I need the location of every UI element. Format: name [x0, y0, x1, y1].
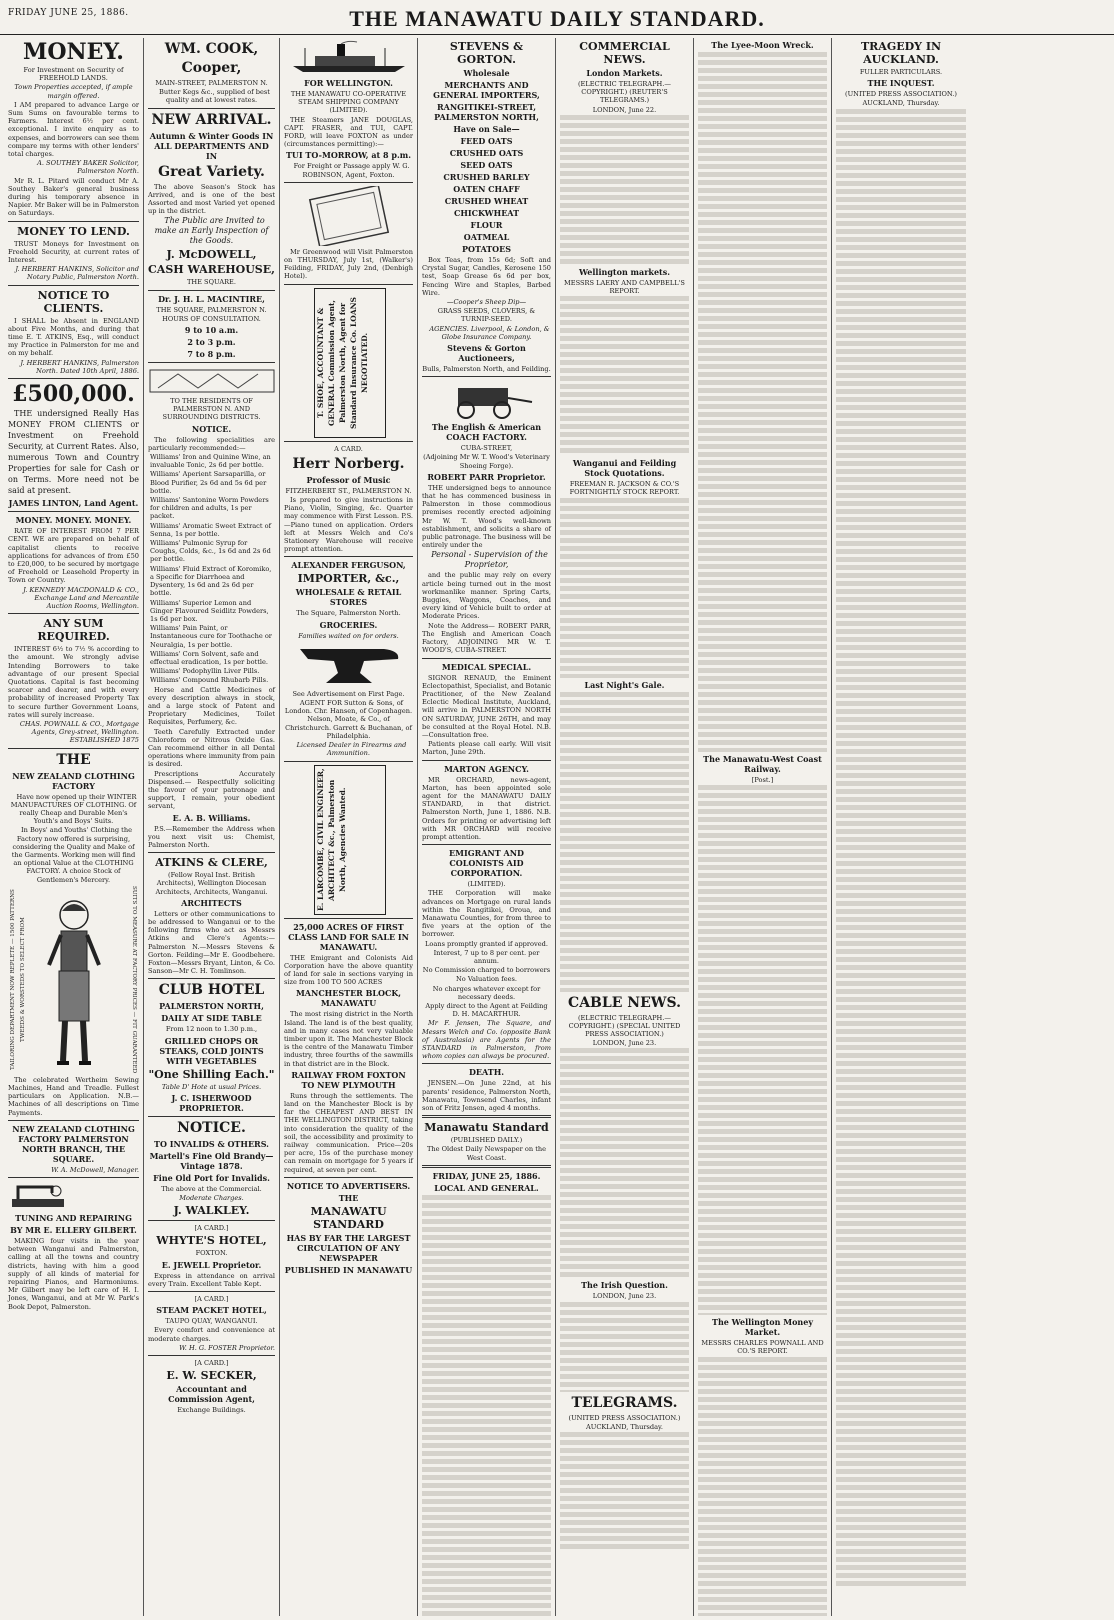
divider	[148, 1220, 275, 1221]
telegrams-place: AUCKLAND, Thursday.	[586, 1422, 663, 1431]
alex-licensed: Licensed Dealer in Firearms and Ammunition.	[296, 741, 407, 758]
london-date: LONDON, June 22.	[592, 105, 657, 114]
money-market-sub: MESSRS CHARLES POWNALL AND CO.'S REPORT.	[701, 1339, 824, 1356]
divider	[148, 362, 275, 363]
comm-title: COMMERCIAL NEWS.	[579, 40, 670, 66]
wanganui-sub: FREEMAN R. JACKSON & CO.'S FORTNIGHTLY STOCK REPORT.	[569, 480, 680, 497]
invalids: TO INVALIDS & OTHERS.	[154, 1138, 269, 1149]
coach-body: THE undersigned begs to announce that he has commenced business in Palmerston in those commodious premises recently erected adjoining Mr W. T. Wood's well-known establishment, and solicits a share of public patronage. The business will be entirely under the	[422, 483, 551, 550]
standard-oldest: The Oldest Daily Newspaper on the West Coast.	[427, 1145, 546, 1162]
divider	[284, 1177, 413, 1178]
arrival-big: Great Variety.	[158, 163, 265, 180]
railway: RAILWAY FROM FOXTON TO NEW PLYMOUTH	[291, 1069, 406, 1090]
arrival-invite: The Public are Invited to make an Early Inspection of the Goods.	[154, 216, 269, 246]
whyte-card: [A CARD.]	[194, 1224, 229, 1233]
vertical-card-2-wrap	[284, 765, 413, 915]
nz-illustration-block	[8, 885, 139, 1075]
nz-side-left: TAILORING DEPARTMENT NOW REPLETE — 1500 PATTERNS TWEEDS & WORSTEDS TO SELECT FROM	[10, 889, 26, 1071]
money-sub: For Investment on Security of FREEHOLD LANDS.	[23, 66, 124, 83]
sg-item: CRUSHED OATS	[449, 148, 524, 158]
post: [Post.]	[751, 776, 774, 784]
port: Fine Old Port for Invalids.	[153, 1172, 270, 1183]
sum-sig: JAMES LINTON, Land Agent.	[8, 498, 139, 509]
emig-no3: No charges whatever except for necessary deeds.	[432, 984, 541, 1001]
herr-body: Is prepared to give instructions in Piano, Violin, Singing, &c. Quarter may commence with First Lesson. P.S.—Piano tuned on application. Orders left at Messrs Welch and Co's Stationery Warehouse will receive prompt attention.	[284, 496, 413, 554]
steam-addr: TAUPO QUAY, WANGANUI.	[165, 1317, 258, 1326]
sg-item: SEED OATS	[460, 160, 513, 170]
sg-agencies: AGENCIES. Liverpool, & London, & Globe Insurance Company.	[429, 324, 550, 341]
williams-item: Williams' Aperient Sarsaparilla, or Blood Purifier, 2s 6d and 5s 6d per bottle.	[150, 470, 267, 495]
notice-sig: J. HERBERT HANKINS, Palmerston North. Dated 10th April, 1886.	[20, 358, 139, 375]
death-title: DEATH.	[468, 1067, 505, 1078]
steamship-illustration	[285, 40, 413, 76]
local-title: LOCAL AND GENERAL.	[434, 1182, 539, 1193]
divider	[148, 108, 275, 109]
secker-name: E. W. SECKER,	[166, 1369, 257, 1383]
sg-trade: Wholesale	[463, 68, 510, 78]
mmm-title: MONEY. MONEY. MONEY.	[15, 515, 132, 526]
the: THE	[338, 1192, 359, 1203]
money-market-title: The Wellington Money Market.	[712, 1317, 813, 1338]
mcd-store: CASH WAREHOUSE,	[148, 263, 275, 277]
williams-item: Williams' Podophyllin Liver Pills.	[150, 667, 260, 676]
wellington-title: Wellington markets.	[578, 266, 671, 277]
nz-body2: In Boys' and Youths' Clothing the Factory now offered is surprising, considering the Quality and Make of the Garments. Working men will find an optional Value at the CLOTHING FACTORY. A choice Stock of Gentlemen's Mercery.	[11, 826, 136, 884]
pharmacy-banner-illustration	[148, 366, 276, 396]
wellington-sub: MESSRS LAERY AND CAMPBELL'S REPORT.	[564, 278, 685, 296]
notice-title: NOTICE.	[177, 1119, 246, 1136]
sg-addr: RANGITIKEI-STREET, PALMERSTON NORTH,	[434, 102, 539, 122]
lend-title: MONEY TO LEND.	[17, 224, 130, 238]
williams-intro: The following specialities are particularly recommended:—	[148, 435, 275, 452]
doc-name: Dr. J. H. L. MACINTIRE,	[158, 293, 265, 304]
acres-title: 25,000 ACRES OF FIRST CLASS LAND FOR SALE IN MANAWATU.	[288, 921, 409, 952]
cable-date: LONDON, June 23.	[592, 1039, 657, 1048]
alex-line: WHOLESALE & RETAIL STORES	[295, 587, 402, 608]
divider	[8, 221, 139, 222]
alex-name: ALEXANDER FERGUSON,	[291, 560, 406, 571]
cook-addr: MAIN-STREET, PALMERSTON N.	[155, 79, 268, 87]
williams-item: Williams' Compound Rhubarb Pills.	[150, 676, 269, 685]
marton-title: MARTON AGENCY.	[444, 763, 529, 774]
tuning-by: BY MR E. ELLERY GILBERT.	[10, 1225, 137, 1236]
club-menu: GRILLED CHOPS OR STEAKS, COLD JOINTS WITH VEGETABLES	[159, 1035, 264, 1066]
stamp-illustration	[294, 186, 404, 246]
filler-text	[560, 1302, 689, 1392]
emig-apply: Apply direct to the Agent at Feilding D. H. MACARTHUR.	[425, 1002, 548, 1019]
williams-sig: E. A. B. Williams.	[172, 812, 251, 823]
wreck-title: The Lyee-Moon Wreck.	[711, 40, 814, 50]
acres-body2: The most rising district in the North Island. The land is of the best quality, and in many cases not very valuable timber upon it. The Manchester Block is the centre of the Manawatu Timber industry, three fourths of the sawmills in that district are in the Block.	[284, 1010, 413, 1068]
filler-text	[560, 296, 689, 456]
filler-text	[836, 109, 966, 1589]
columns	[4, 38, 1110, 1616]
herr-trade: Professor of Music	[306, 474, 391, 485]
coach-title: The English & American COACH FACTORY.	[431, 422, 542, 443]
filler-text	[698, 1357, 827, 1616]
filler-text	[560, 498, 689, 678]
nz-body3: The celebrated Wertheim Sewing Machines, Hand and Treadle. Fullest particulars on Application. N.B.—Machines of all descriptions on Time Payments.	[8, 1075, 139, 1117]
mmm-body: RATE OF INTEREST FROM 7 PER CENT. WE are prepared on behalf of capitalist clients to receive applications for advances of from £50 to £20,000, to be secured by mortgage of Freehold or Leasehold Property in Town or Country.	[8, 527, 139, 585]
tragedy-place: AUCKLAND, Thursday.	[862, 99, 940, 108]
alex-see: See Advertisement on First Page.	[292, 689, 405, 698]
sg-name: STEVENS & GORTON.	[449, 40, 524, 66]
whyte-town: FOXTON.	[195, 1249, 228, 1258]
filler-text	[698, 52, 827, 752]
divider	[148, 1355, 275, 1356]
arrival-title: NEW ARRIVAL.	[151, 111, 272, 128]
anvil-illustration	[294, 643, 404, 687]
club-dhote: Table D' Hote at usual Prices.	[161, 1082, 262, 1091]
acres-body3: Runs through the settlements. The land on the Manchester Block is by far the CHEAPEST AND BEST IN THE WELLINGTON DISTRICT, taking into consideration the quality of the soil, the accessibility and proximity to railway communication. Price—20s per acre, 15s of the purchase money can remain on mortgage for 5 years if required, at seven per cent.	[284, 1091, 413, 1174]
above: The above at the Commercial.	[161, 1184, 262, 1193]
atkins-body: Letters or other communications to be addressed to Wanganui or to the following firms who act as Messrs Atkins and Clere's Agents:— Palmerston N.—Messrs Stevens & Gorton. Feilding—Mr E. Goodbehere. Foxton—Messrs Bryant, Linton, & Co. Sanson—Mr C. H. Tomlinson.	[148, 909, 275, 976]
club-title: CLUB HOTEL	[158, 982, 265, 999]
sg-item: POTATOES	[461, 244, 512, 254]
emig-no1: No Commission charged to borrowers	[422, 966, 551, 975]
nz-sig: W. A. McDowell, Manager.	[51, 1165, 139, 1174]
money-sub2: Town Properties accepted, if ample margin offered.	[14, 83, 133, 100]
divider	[8, 378, 139, 379]
sg-item: CRUSHED BARLEY	[443, 172, 530, 182]
sg-seeds: GRASS SEEDS, CLOVERS, & TURNIP-SEED.	[437, 307, 536, 324]
tragedy-title: TRAGEDY IN AUCKLAND.	[860, 40, 942, 66]
club-sub: PALMERSTON NORTH,	[159, 1001, 264, 1012]
emig-no2: No Valuation fees.	[455, 975, 517, 984]
alex-addr: The Square, Palmerston North.	[296, 609, 401, 618]
lend-body: TRUST Moneys for Investment on Freehold Security, at current rates of Interest.	[8, 239, 139, 265]
steam-body: Every comfort and convenience at moderate charges.	[148, 1326, 275, 1343]
nz-title: NEW ZEALAND CLOTHING FACTORY	[12, 770, 135, 791]
wanganui-title: Wanganui and Feilding Stock Quotations.	[572, 458, 677, 479]
alex-note: Families waited on for orders.	[298, 631, 399, 640]
divider	[422, 1165, 551, 1168]
masthead	[0, 0, 1114, 35]
masthead-date: FRIDAY JUNE 25, 1886.	[8, 8, 129, 18]
sg-item: CHICKWHEAT	[453, 208, 520, 218]
death-body: JENSEN.—On June 22nd, at his parents' residence, Palmerston North, Manawatu, Townsend Charles, infant son of Fritz Jensen, aged 4 months.	[422, 1079, 551, 1113]
moderate: Moderate Charges.	[179, 1194, 244, 1203]
standard-title: Manawatu Standard	[424, 1121, 549, 1135]
williams-horse: Horse and Cattle Medicines of every description always in stock, and a large stock of Patent and Proprietary Medicines, Toilet Requisites, Perfumery, &c.	[148, 685, 275, 727]
acres-block: MANCHESTER BLOCK, MANAWATU	[295, 988, 402, 1009]
filler-text	[560, 115, 689, 265]
sg-cooper: —Cooper's Sheep Dip—	[446, 298, 527, 307]
whyte-sig: E. JEWELL Proprietor.	[161, 1259, 262, 1270]
secker-trade: Accountant and Commission Agent,	[168, 1384, 255, 1405]
sum-req-sig: CHAS. POWNALL & CO., Mortgage Agents, Grey-street, Wellington. ESTABLISHED 1875	[19, 719, 139, 745]
gale-title: Last Night's Gale.	[584, 679, 665, 690]
doc-hours-title: HOURS OF CONSULTATION.	[162, 314, 261, 323]
williams-item: Williams' Corn Solvent, safe and effectual eradication, 1s per bottle.	[150, 649, 268, 666]
club-price: "One Shilling Each."	[148, 1067, 275, 1081]
tuning-body: MAKING four visits in the year between Wanganui and Palmerston, calling at all the towns and country districts, having with him a good supply of all kinds of material for repairing Pianos, and Harmoniums. Mr Gilbert may be left care of H. I. Jones, Wanganui, and at Mr W. Park's Book Depot, Palmerston.	[8, 1237, 139, 1311]
column-4	[418, 38, 556, 1616]
largest: HAS BY FAR THE LARGEST CIRCULATION OF ANY NEWSPAPER	[286, 1232, 411, 1263]
brandy: Martell's Fine Old Brandy— Vintage 1878.	[149, 1150, 274, 1171]
coach-adj: (Adjoining Mr W. T. Wood's Veterinary Shoeing Forge).	[423, 453, 550, 470]
sum-body: THE undersigned Really Has MONEY FROM CLIENTS or Investment on Freehold Security, at Current Rates. Also, numerous Town and Country Properties for sale for Cash or on Terms. More need not be said at present.	[8, 409, 139, 496]
coach-note: Note the Address— ROBERT PARR, The English and American Coach Factory, ADJOINING MR W. T. WOOD'S, CUBA-STREET.	[422, 621, 551, 655]
mcd-name: J. McDOWELL,	[166, 248, 257, 262]
steam-card: [A CARD.]	[194, 1295, 229, 1304]
cable-sub: (ELECTRIC TELEGRAPH.—COPYRIGHT.) (SPECIAL UNITED PRESS ASSOCIATION.)	[568, 1013, 681, 1039]
medical-title: MEDICAL SPECIAL.	[441, 661, 532, 672]
club-sig: J. C. ISHERWOOD PROPRIETOR.	[171, 1092, 252, 1113]
nz-the: THE	[56, 751, 91, 768]
money-sig: A. SOUTHEY BAKER Solicitor, Palmerston North.	[37, 159, 139, 176]
column-3	[280, 38, 418, 1616]
london-title: London Markets.	[586, 68, 663, 78]
doc-hours-2: 2 to 3 p.m.	[187, 337, 236, 348]
alex-agent: AGENT FOR Sutton & Sons, of London. Chr. Hansen, of Copenhagen. Nelson, Moate, & Co., of Christchurch. Garrett & Buchanan, of Philadelphia.	[284, 699, 413, 740]
divider	[148, 290, 275, 291]
greenwood: Mr Greenwood will Visit Palmerston on THURSDAY, July 1st, (Walker's) Feilding, FRIDAY, July 2nd, (Denbigh Hotel).	[284, 247, 413, 281]
well-co: THE MANAWATU CO-OPERATIVE STEAM SHIPPING COMPANY (LIMITED).	[290, 90, 407, 115]
emig-note: Mr F. Jensen, The Square, and Messrs Welch and Co. (opposite Bank of Australasia) are Agents for the STANDARD in Palmerston, from whom copies can always be procured.	[422, 1019, 551, 1061]
filler-text	[560, 692, 689, 992]
mcd-addr: THE SQUARE.	[187, 278, 236, 287]
coach-illustration	[432, 380, 542, 420]
williams-item: Williams' Pain Paint, or Instantaneous cure for Toothache or Neuralgia, 1s per bottle.	[150, 624, 272, 649]
emig-interest: Interest, 7 up to 8 per cent. per annum.	[433, 948, 540, 965]
notice-adv: NOTICE TO ADVERTISERS.	[286, 1180, 411, 1191]
sum-req-title: ANY SUM REQUIRED.	[37, 617, 110, 644]
published: PUBLISHED IN MANAWATU	[284, 1264, 413, 1275]
acres-body: THE Emigrant and Colonists Aid Corporation have the above quantity of land for sale in sections varying in size from 100 TO 500 ACRES	[284, 953, 413, 987]
nz-branch: NEW ZEALAND CLOTHING FACTORY PALMERSTON NORTH BRANCH, THE SQUARE.	[12, 1123, 135, 1164]
williams-ps: P.S.—Remember the Address when you next visit us: Chemist, Palmerston North.	[148, 824, 275, 849]
marton-body: MR ORCHARD, news-agent, Marton, has been appointed sole agent for the MANAWATU DAILY STANDARD, in that district. Palmerston North, June 1, 1886. N.B. Orders for printing or advertising left with MR ORCHARD will receive prompt attention.	[422, 775, 551, 841]
williams-item: Williams' Fluid Extract of Koromiko, a Specific for Diarrhoea and Dysentery, 1s 6d and 2s 6d per bottle.	[150, 564, 272, 598]
railway-title: The Manawatu-West Coast Railway.	[703, 754, 822, 774]
tragedy-press: (UNITED PRESS ASSOCIATION.)	[845, 90, 957, 99]
cable-title: CABLE NEWS.	[568, 994, 681, 1011]
sg-item: OATEN CHAFF	[453, 184, 520, 194]
williams-presc: Prescriptions Accurately Dispensed.— Respectfully soliciting the favour of your patronage and support, I remain, your obedient servant,	[148, 769, 275, 811]
doc-hours-1: 9 to 10 a.m.	[184, 325, 239, 336]
club-hours: From 12 noon to 1.30 p.m.,	[165, 1025, 258, 1034]
sg-box: Box Teas, from 15s 6d; Soft and Crystal Sugar, Candles, Kerosene 150 test, Soap Grease 6s 6d per box, Fencing Wire and Staples, Barbed Wire.	[422, 256, 551, 297]
irish-date: LONDON, June 23.	[592, 1292, 657, 1301]
williams-item: Williams' Aromatic Sweet Extract of Senna, 1s per bottle.	[150, 521, 272, 538]
irish-title: The Irish Question.	[581, 1280, 668, 1291]
notice-title: NOTICE TO CLIENTS.	[37, 288, 110, 315]
williams-title: TO THE RESIDENTS OF PALMERSTON N. AND SURROUNDING DISTRICTS.	[162, 397, 261, 422]
divider	[8, 1120, 139, 1121]
secker-addr: Exchange Buildings.	[177, 1406, 246, 1415]
williams-item: Williams' Santonine Worm Powders for children and adults, 1s per packet.	[150, 496, 269, 521]
emig-body: THE Corporation will make advances on Mortgage on rural lands within the Rangitikei, Oroua, and Manawatu Counties, for from three to five years at the option of the borrower.	[422, 889, 551, 939]
sewing-machine-illustration	[8, 1181, 68, 1211]
doc-addr: THE SQUARE, PALMERSTON N.	[156, 305, 267, 314]
williams-item: Williams' Iron and Quinine Wine, an invaluable Tonic, 2s 6d per bottle.	[150, 453, 271, 470]
sg-item: OATMEAL	[463, 232, 510, 242]
medical-note: Patients please call early. Will visit Marton, June 29th.	[422, 740, 551, 757]
vertical-business-card: T. SHOE, ACCOUNTANT & GENERAL Commission Agent, Palmerston North, Agent for Standard Insurance Co. LOANS NEGOTIATED.	[314, 288, 386, 438]
sg-item: FEED OATS	[460, 136, 513, 146]
steam-name: STEAM PACKET HOTEL,	[156, 1305, 267, 1316]
divider	[8, 511, 139, 512]
cook-name: WM. COOK,	[164, 41, 259, 57]
emig-title: EMIGRANT AND COLONISTS AID CORPORATION.	[449, 848, 524, 879]
tuning-title: TUNING AND REPAIRING	[15, 1213, 132, 1224]
sg-item: FLOUR	[470, 220, 503, 230]
telegrams-title: TELEGRAMS.	[571, 1394, 678, 1411]
alex-groceries: GROCERIES.	[319, 619, 378, 630]
divider	[8, 285, 139, 286]
column-5	[556, 38, 694, 1616]
coach-prop: ROBERT PARR Proprietor.	[427, 471, 546, 482]
column-7	[832, 38, 970, 1616]
atkins-big: ARCHITECTS	[181, 897, 242, 908]
divider	[284, 182, 413, 183]
inquest: THE INQUEST.	[867, 78, 935, 89]
boy-figure-illustration	[29, 893, 119, 1073]
divider	[284, 441, 413, 442]
standard-date: FRIDAY, JUNE 25, 1886.	[432, 1170, 541, 1181]
well-tui: TUI TO-MORROW, at 8 p.m.	[285, 150, 412, 161]
cook-body: Butter Kegs &c., supplied of best quality and at lowest rates.	[159, 88, 270, 105]
sg-item: CRUSHED WHEAT	[444, 196, 529, 206]
column-6	[694, 38, 832, 1616]
standard-pub: (PUBLISHED DAILY.)	[450, 1136, 523, 1145]
vertical-business-card: E. LARCOMBE, CIVIL ENGINEER, ARCHITECT &c., Palmerston North, Agencies Wanted.	[314, 765, 386, 915]
whyte-name: WHYTE'S HOTEL,	[156, 1234, 267, 1248]
column-2	[144, 38, 280, 1616]
sg-auc-addr: Bulls, Palmerston North, and Feilding.	[422, 365, 551, 374]
notice-body: I SHALL be Absent in ENGLAND about Five Months, and during that time E. T. ATKINS, Esq., will conduct my Practice in Palmerston for me and on my behalf.	[8, 316, 139, 358]
arrival-body: The above Season's Stock has Arrived, and is one of the best Assorted and most Varied yet opened up in the district.	[148, 182, 275, 216]
divider	[148, 1291, 275, 1292]
mmm-sig: J. KENNEDY MACDONALD & CO., Exchange Land and Mercantile Auction Rooms, Wellington.	[23, 585, 139, 610]
divider	[148, 978, 275, 979]
divider	[422, 1063, 551, 1064]
coach-body2: and the public may rely on every article being turned out in the most workmanlike manner. Spring Carts, Buggies, Waggons, Coaches, and every kind of Vehicle built to order at Moderate Prices.	[422, 571, 551, 621]
divider	[422, 658, 551, 659]
divider	[422, 844, 551, 845]
atkins-name: ATKINS & CLERE,	[155, 856, 268, 870]
doc-hours-3: 7 to 8 p.m.	[187, 349, 236, 360]
filler-text	[422, 1195, 551, 1616]
divider	[284, 556, 413, 557]
emig-ltd: (LIMITED).	[467, 880, 506, 889]
nz-body: Have now opened up their WINTER MANUFACTURES OF CLOTHING. Of really Cheap and Durable Men's Youth's and Boys' Suits.	[10, 792, 137, 826]
coach-st: CUBA-STREET,	[460, 444, 513, 453]
cook-trade: Cooper,	[181, 60, 242, 76]
tragedy-sub: FULLER PARTICULARS.	[859, 68, 943, 76]
sg-have: Have on Sale—	[453, 124, 520, 134]
filler-text	[560, 1432, 689, 1552]
telegrams-sub: (UNITED PRESS ASSOCIATION.)	[568, 1413, 681, 1422]
money-note: Mr R. L. Pitard will conduct Mr A. Southey Baker's general business during his temporary absence in Napier. Mr Baker will be in Palmerston on Saturdays.	[8, 176, 139, 218]
lend-sig: J. HERBERT HANKINS, Solicitor and Notary Public, Palmerston North.	[15, 265, 139, 282]
divider	[284, 284, 413, 285]
vertical-card-1-wrap	[284, 288, 413, 438]
well-body: THE Steamers JANE DOUGLAS, CAPT. FRASER, and TUI, CAPT. FORD, will leave FOXTON as under (circumstances permitting):—	[284, 115, 413, 149]
arrival-sub: Autumn & Winter Goods IN ALL DEPARTMENTS AND IN	[149, 130, 274, 161]
nz-side-right: SUITS TO MEASURE AT FACTORY PRICES — FIT GUARANTEED	[131, 886, 137, 1074]
filler-text	[698, 785, 827, 1315]
williams-notice: NOTICE.	[191, 423, 232, 434]
divider	[8, 1177, 139, 1178]
sum-req-body: INTEREST 6½ to 7½ % according to the amount. We strongly advise Intending Borrowers to take advantage of our present Special Quotations. Capital is fast becoming scarcer and dearer, and with every probability of increased Property Tax to secure further Government Loans, rates will surely increase.	[8, 645, 139, 719]
herr-name: Herr Norberg.	[292, 455, 405, 472]
williams-item: Williams' Superior Lemon and Ginger Flavoured Seidlitz Powders, 1s 6d per box.	[150, 598, 269, 623]
manawatu-standard: MANAWATU STANDARD	[310, 1204, 387, 1231]
secker-card: [A CARD.]	[194, 1359, 229, 1368]
divider	[284, 918, 413, 919]
money-body: I AM prepared to advance Large or Sum Sums on favourable terms to Farmers. Interest 6½ per cent. exceptional. I invite enquiry as to expenses, and borrowers can see them compare my terms with other lenders' total charges.	[8, 100, 139, 159]
sg-auc: Stevens & Gorton Auctioneers,	[447, 343, 526, 364]
big-sum: £500,000.	[12, 381, 135, 408]
divider	[148, 852, 275, 853]
masthead-title: THE MANAWATU DAILY STANDARD.	[349, 6, 765, 31]
divider	[422, 376, 551, 377]
whyte-body: Express in attendance on arrival every Train. Excellent Table Kept.	[148, 1271, 275, 1288]
divider	[8, 613, 139, 614]
williams-teeth: Teeth Carefully Extracted under Chloroform or Nitrous Oxide Gas. Can recommend either in all Dental operations where immunity from pain is desired.	[148, 727, 275, 769]
filler-text	[560, 1048, 689, 1278]
divider	[8, 748, 139, 749]
herr-addr: FITZHERBERT ST., PALMERSTON N.	[285, 486, 412, 495]
williams-item: Williams' Pulmonic Syrup for Coughs, Colds, &c., 1s 6d and 2s 6d per bottle.	[150, 539, 271, 564]
atkins-sub: (Fellow Royal Inst. British Architects), Wellington Diocesan Architects, Architects, Wanganui.	[155, 871, 268, 896]
divider	[422, 1115, 551, 1118]
well-freight: For Freight or Passage apply W. G. ROBINSON, Agent, Foxton.	[293, 162, 410, 179]
emig-loans: Loans promptly granted if approved.	[425, 939, 548, 948]
herr-card: A CARD.	[334, 444, 363, 453]
well-title: FOR WELLINGTON.	[304, 78, 393, 88]
alex-trade: IMPORTER, &c.,	[297, 572, 400, 586]
divider	[422, 760, 551, 761]
steam-sig: W. H. G. FOSTER Proprietor.	[179, 1343, 275, 1352]
medical-body: SIGNOR RENAUD, the Eminent Eclectopathist, Specialist, and Botanic Practitioner, of the New Zealand Eclectic Medical Institute, Auckland, will arrive in PALMERSTON NORTH ON SATURDAY, JUNE 26TH, and may be consulted at the Royal Hotel. N.B.—Consultation free.	[422, 673, 551, 739]
column-1	[4, 38, 144, 1616]
money-title: MONEY.	[23, 39, 124, 65]
walkley: J. WALKLEY.	[173, 1204, 250, 1218]
divider	[148, 1116, 275, 1117]
club-table: DAILY AT SIDE TABLE	[161, 1013, 262, 1024]
sg-body: MERCHANTS AND GENERAL IMPORTERS,	[433, 80, 540, 100]
divider	[284, 761, 413, 762]
london-sub: (ELECTRIC TELEGRAPH.—COPYRIGHT.) (REUTER'S TELEGRAMS.)	[577, 80, 671, 105]
coach-personal: Personal - Supervision of the Proprietor,	[431, 550, 548, 570]
